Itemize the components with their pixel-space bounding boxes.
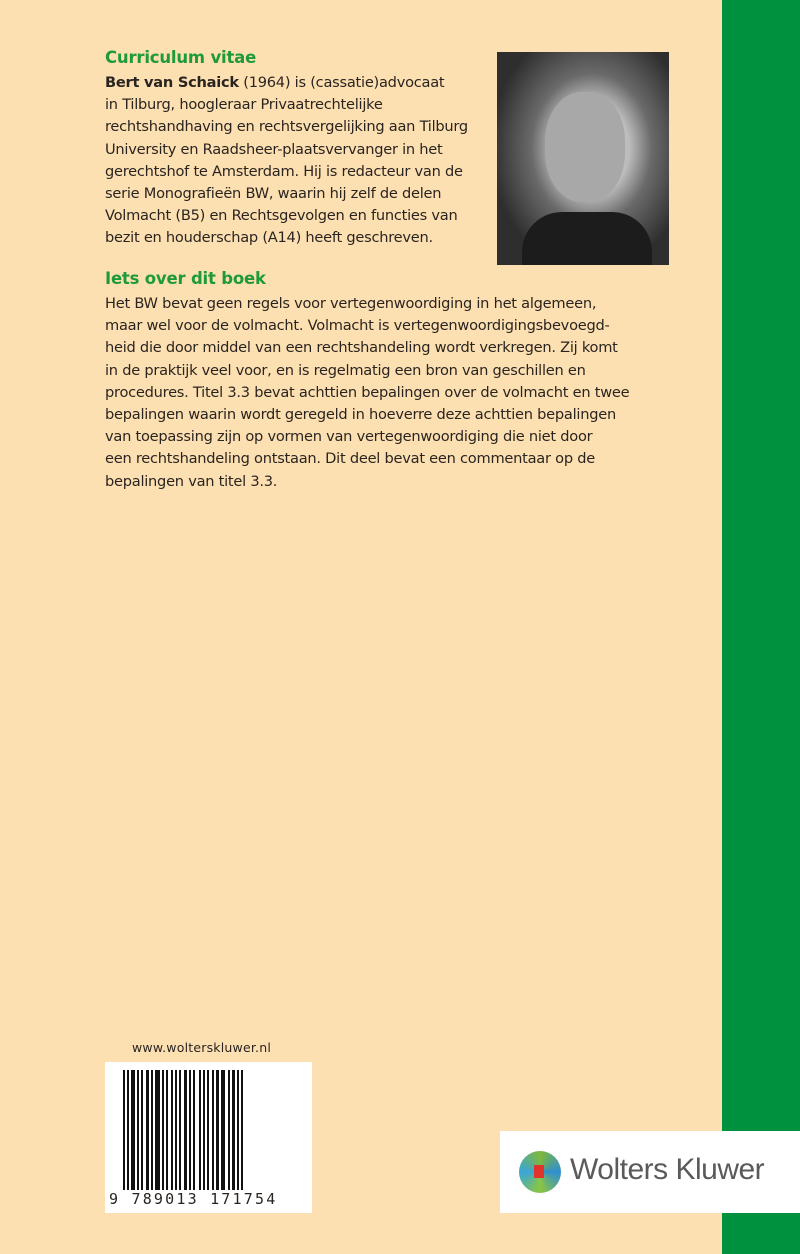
wolters-kluwer-logo-icon (519, 1151, 561, 1193)
publisher-name: Wolters Kluwer (570, 1153, 765, 1186)
author-name: Bert van Schaick (105, 74, 239, 91)
isbn-barcode (105, 1062, 312, 1213)
author-photo (497, 52, 669, 265)
cv-text (105, 72, 468, 250)
isbn-number: 9 789013 171754 (109, 1190, 278, 1208)
publisher-logo (500, 1131, 800, 1213)
about-text: Het BW bevat geen regels voor vertegenwoordiging in het algemeen, maar wel voor de volmacht. Volmacht is vertegenwoordigingsbevoegd- heid die door middel van een rechtshandeling wordt verkregen. Zij komt in de praktijk veel voor, en is regelmatig een bron van geschillen en procedures. Titel 3.3 bevat achttien bepalingen over de volmacht en twee bepalingen waarin wordt geregeld in hoeverre deze achttien bepalingen van toepassing zijn op vormen van vertegenwoordiging die niet door een rechtshandeling ontstaan. Dit deel bevat een commentaar op de bepalingen van titel 3.3. (105, 295, 630, 490)
green-spine-stripe (722, 0, 800, 1254)
about-heading: Iets over dit boek (105, 269, 266, 288)
cv-heading: Curriculum vitae (105, 48, 257, 67)
cv-body: (1964) is (cassatie)advocaat in Tilburg, hoogleraar Privaatrechtelijke rechtshandhaving en rechtsvergelijking aan Tilburg University en Raadsheer-plaatsvervanger in het gerechtshof te Amsterdam. Hij is redacteur van de serie Monografieën BW, waarin hij zelf de delen Volmacht (B5) en Rechtsgevolgen en functies van bezit en houderschap (A14) heeft geschreven. (105, 74, 468, 247)
publisher-url: www.wolterskluwer.nl (132, 1040, 271, 1055)
